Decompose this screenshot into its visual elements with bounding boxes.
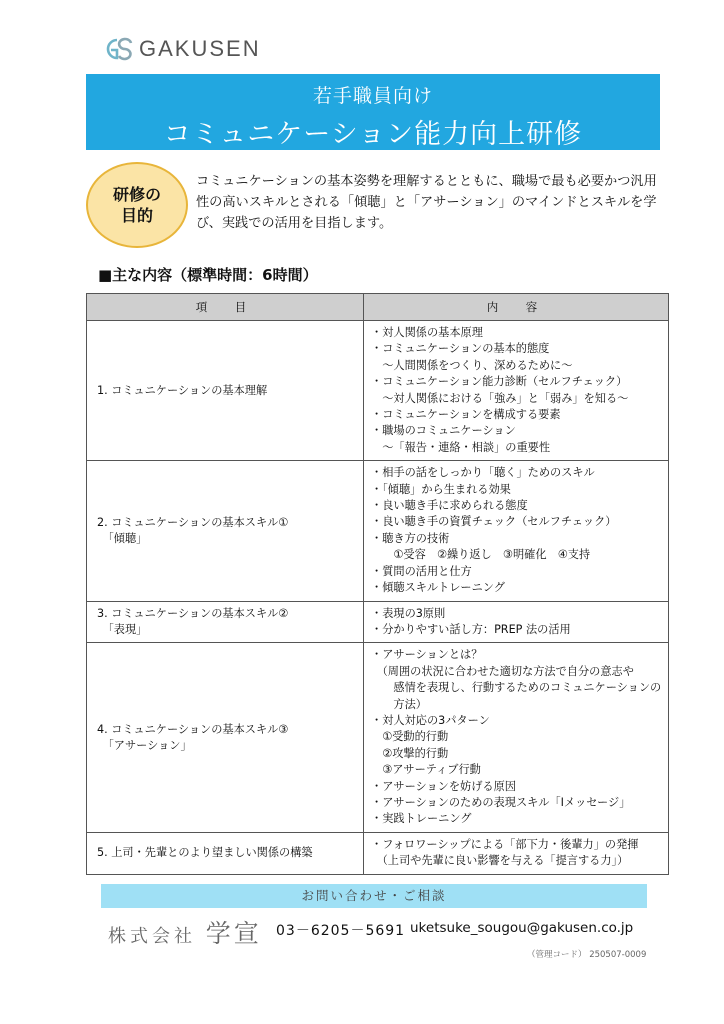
- table-body: [87, 321, 669, 875]
- detail-line: ・コミュニケーションの基本的態度: [371, 342, 550, 356]
- table-row: [87, 461, 669, 601]
- email-address[interactable]: uketsuke_sougou@gakusen.co.jp: [410, 920, 634, 936]
- detail-line: ・傾聴スキルトレーニング: [371, 581, 505, 595]
- table-header-row: [87, 294, 669, 321]
- detail-line: ・実践トレーニング: [371, 812, 472, 826]
- gakusen-logo-icon: [101, 35, 135, 63]
- detail-line: ・良い聴き手の資質チェック（セルフチェック）: [371, 515, 617, 529]
- content-table: [86, 293, 669, 875]
- topic-line: 5. 上司・先輩とのより望ましい関係の構築: [97, 846, 313, 860]
- detail-line: ～「報告・連絡・相談」の重要性: [371, 440, 551, 454]
- detail-line: ・聴き方の技術: [371, 531, 450, 545]
- detail-line: （上司や先輩に良い影響を与える「提言する力」）: [371, 854, 629, 868]
- contact-bar: お問い合わせ・ご相談: [101, 884, 647, 908]
- title-banner: [86, 74, 660, 150]
- topic-cell: [87, 601, 364, 643]
- detail-line: ③アサーティブ行動: [371, 763, 481, 777]
- detail-line: ・質問の活用と仕方: [371, 564, 472, 578]
- detail-line: ～対人関係における「強み」と「弱み」を知る～: [371, 391, 629, 405]
- topic-line: 「傾聴」: [97, 531, 148, 545]
- topic-cell: [87, 321, 364, 461]
- section-title: ■主な内容（標準時間：6時間）: [98, 266, 318, 284]
- detail-line: ①受動的行動: [371, 730, 449, 744]
- detail-line: ・アサーションのための表現スキル「Iメッセージ」: [371, 795, 631, 809]
- detail-line: ・コミュニケーションを構成する要素: [371, 408, 561, 422]
- purpose-text: コミュニケーションの基本姿勢を理解するとともに、職場で最も必要かつ汎用性の高いスキルとされる「傾聴」と「アサーション」のマインドとスキルを学び、実践での活用を目指します。: [196, 174, 657, 231]
- purpose-badge: 研修の 目的: [86, 162, 188, 248]
- logo: [101, 34, 261, 64]
- table-row: [87, 643, 669, 832]
- details-cell: [364, 461, 669, 601]
- table-row: [87, 321, 669, 461]
- detail-line: ・コミュニケーション能力診断（セルフチェック）: [371, 375, 628, 389]
- company-name: [108, 914, 262, 950]
- detail-line: ・分かりやすい話し方：PREP 法の活用: [371, 622, 571, 636]
- topic-line: 1. コミュニケーションの基本理解: [97, 383, 268, 397]
- topic-cell: [87, 832, 364, 874]
- topic-line: 3. コミュニケーションの基本スキル②: [97, 606, 289, 620]
- phone-number: 03－6205－5691: [276, 923, 406, 939]
- company-brand: 学宣: [205, 919, 262, 948]
- table-row: [87, 832, 669, 874]
- banner-subtitle: 若手職員向け: [312, 85, 433, 107]
- detail-line: ②攻撃的行動: [371, 746, 449, 760]
- detail-line: ～人間関係をつくり、深めるために～: [371, 358, 573, 372]
- management-code: （管理コード） 250507-0009: [527, 950, 647, 960]
- detail-line: ・相手の話をしっかり「聴く」ためのスキル: [371, 466, 595, 480]
- detail-line: ①受容 ②繰り返し ③明確化 ④支持: [371, 548, 591, 562]
- topic-line: 4. コミュニケーションの基本スキル③: [97, 722, 289, 736]
- topic-line: 2. コミュニケーションの基本スキル①: [97, 515, 289, 529]
- detail-line: ・アサーションを妨げる原因: [371, 779, 516, 793]
- topic-line: 「表現」: [97, 622, 148, 636]
- detail-line: 方法）: [371, 697, 427, 711]
- column-header-details: 内 容: [364, 294, 669, 321]
- topic-line: 「アサーション」: [97, 738, 192, 752]
- topic-cell: [87, 461, 364, 601]
- detail-line: ・良い聴き手に求められる態度: [371, 499, 528, 513]
- table-row: [87, 601, 669, 643]
- details-cell: [364, 321, 669, 461]
- detail-line: 感情を表現し、行動するためのコミュニケーションの: [371, 681, 662, 695]
- detail-line: ・フォロワーシップによる「部下力・後輩力」の発揮: [371, 837, 639, 851]
- topic-cell: [87, 643, 364, 832]
- column-header-topic: 項 目: [87, 294, 364, 321]
- detail-line: ・「傾聴」から生まれる効果: [371, 482, 511, 496]
- details-cell: [364, 643, 669, 832]
- banner-title: コミュニケーション能力向上研修: [163, 119, 583, 150]
- company-prefix: 株式会社: [108, 926, 196, 947]
- detail-line: ・職場のコミュニケーション: [371, 424, 516, 438]
- detail-line: （周囲の状況に合わせた適切な方法で自分の意志や: [371, 664, 634, 678]
- detail-line: ・対人関係の基本原理: [371, 326, 483, 339]
- details-cell: [364, 832, 669, 874]
- detail-line: ・対人対応の3パターン: [371, 713, 490, 727]
- detail-line: ・アサーションとは？: [371, 648, 483, 662]
- logo-text: GAKUSEN: [139, 36, 261, 61]
- details-cell: [364, 601, 669, 643]
- detail-line: ・表現の3原則: [371, 606, 446, 620]
